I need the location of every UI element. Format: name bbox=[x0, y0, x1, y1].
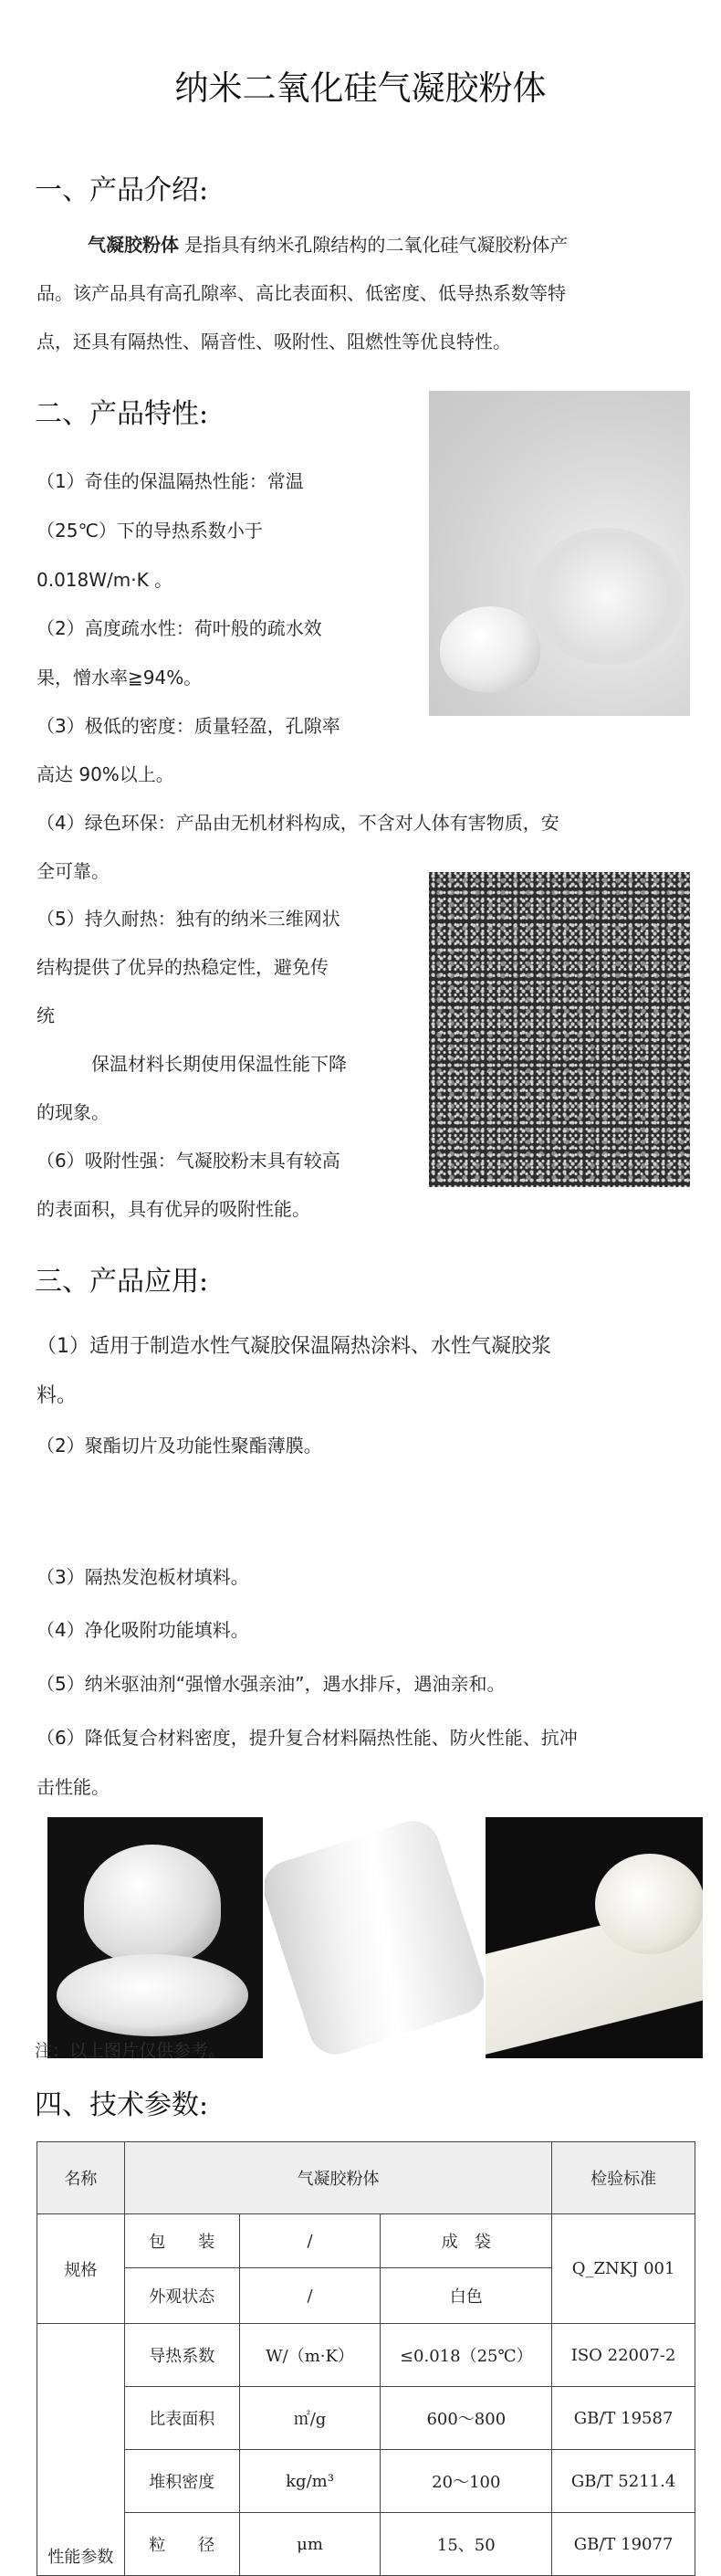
feature-line: （6）吸附性强：气凝胶粉末具有较高 bbox=[37, 1150, 340, 1172]
unit-cell: kg/m³ bbox=[239, 2450, 381, 2513]
application-line: （5）纳米驱油剂“强憎水强亲油”，遇水排斥，遇油亲和。 bbox=[37, 1673, 506, 1695]
feature-line: 的现象。 bbox=[37, 1101, 110, 1123]
feature-line: 果，憎水率≧94%。 bbox=[37, 667, 203, 689]
intro-paragraph-line-2: 品。该产品具有高孔隙率、高比表面积、低密度、低导热系数等特 bbox=[37, 282, 566, 304]
table-row bbox=[37, 2513, 695, 2576]
feature-line: （2）高度疏水性：荷叶般的疏水效 bbox=[37, 617, 322, 639]
value-cell: 成 袋 bbox=[381, 2214, 552, 2268]
value-cell: 600～800 bbox=[381, 2387, 552, 2450]
aerogel-powder-photo bbox=[429, 391, 690, 716]
intro-paragraph-line-1 bbox=[88, 236, 568, 254]
unit-cell: / bbox=[239, 2268, 381, 2324]
application-line: 料。 bbox=[37, 1384, 78, 1407]
feature-line: （1）奇佳的保温隔热性能：常温 bbox=[37, 470, 304, 492]
feature-line: 0.018W/m·K 。 bbox=[37, 569, 173, 591]
unit-cell: / bbox=[239, 2214, 381, 2268]
powder-pile-shape bbox=[529, 528, 684, 665]
section-heading-specs: 四、技术参数: bbox=[35, 2089, 209, 2121]
feature-line: 保温材料长期使用保温性能下降 bbox=[91, 1053, 347, 1075]
feature-line: 高达 90%以上。 bbox=[37, 763, 174, 785]
standard-cell: ISO 22007-2 bbox=[552, 2324, 695, 2387]
table-row bbox=[37, 2387, 695, 2450]
standard-cell: GB/T 19077 bbox=[552, 2513, 695, 2576]
nano-structure-micrograph bbox=[429, 872, 690, 1187]
header-product-cell: 气凝胶粉体 bbox=[124, 2142, 551, 2214]
image-disclaimer-note: 注：以上图片仅供参考。 bbox=[35, 2041, 226, 2061]
unit-cell: ㎡/g bbox=[239, 2387, 381, 2450]
table-row bbox=[37, 2450, 695, 2513]
perf-group-cell: 性能参数 bbox=[37, 2324, 125, 2576]
item-cell: 导热系数 bbox=[124, 2324, 239, 2387]
item-cell: 堆积密度 bbox=[124, 2450, 239, 2513]
standard-cell: GB/T 19587 bbox=[552, 2387, 695, 2450]
section-heading-applications: 三、产品应用: bbox=[35, 1266, 209, 1298]
section-heading-intro: 一、产品介绍: bbox=[35, 174, 209, 206]
slurry-pool-shape bbox=[57, 1954, 248, 2036]
application-line: （1）适用于制造水性气凝胶保温隔热涂料、水性气凝胶浆 bbox=[37, 1335, 551, 1358]
page-title: 纳米二氧化硅气凝胶粉体 bbox=[174, 68, 547, 108]
feature-line: 的表面积，具有优异的吸附性能。 bbox=[37, 1198, 310, 1220]
film-roll-shape bbox=[265, 1817, 484, 2058]
value-cell: 20～100 bbox=[381, 2450, 552, 2513]
intro-line-1-rest: 是指具有纳米孔隙结构的二氧化硅气凝胶粉体产 bbox=[179, 234, 569, 256]
table-row bbox=[37, 2324, 695, 2387]
item-cell: 外观状态 bbox=[124, 2268, 239, 2324]
intro-bold-term: 气凝胶粉体 bbox=[88, 234, 179, 256]
blanket-roll-shape bbox=[595, 1854, 703, 1954]
header-standard-cell: 检验标准 bbox=[552, 2142, 695, 2214]
feature-line: （3）极低的密度：质量轻盈，孔隙率 bbox=[37, 715, 340, 737]
table-row bbox=[37, 2214, 695, 2268]
standard-cell: GB/T 5211.4 bbox=[552, 2450, 695, 2513]
standard-cell: Q_ZNKJ 001 bbox=[552, 2214, 695, 2324]
feature-line: （4）绿色环保：产品由无机材料构成，不含对人体有害物质，安 bbox=[37, 812, 559, 834]
feature-line: （25℃）下的导热系数小于 bbox=[37, 520, 263, 541]
item-cell: 包 装 bbox=[124, 2214, 239, 2268]
value-cell: 白色 bbox=[381, 2268, 552, 2324]
intro-paragraph-line-3: 点，还具有隔热性、隔音性、吸附性、阻燃性等优良特性。 bbox=[37, 331, 511, 352]
application-line: 击性能。 bbox=[37, 1776, 110, 1798]
item-cell: 粒 径 bbox=[124, 2513, 239, 2576]
value-cell: ≤0.018（25℃） bbox=[381, 2324, 552, 2387]
feature-line: 全可靠。 bbox=[37, 860, 110, 882]
value-cell: 15、50 bbox=[381, 2513, 552, 2576]
item-cell: 比表面积 bbox=[124, 2387, 239, 2450]
unit-cell: W/（m·K） bbox=[239, 2324, 381, 2387]
polyester-film-roll-photo bbox=[265, 1817, 484, 2058]
application-line: （3）隔热发泡板材填料。 bbox=[37, 1566, 249, 1588]
insulation-blanket-photo bbox=[486, 1817, 703, 2058]
feature-line: （5）持久耐热：独有的纳米三维网状 bbox=[37, 908, 340, 930]
application-line: （2）聚酯切片及功能性聚酯薄膜。 bbox=[37, 1435, 322, 1456]
spec-group-cell: 规格 bbox=[37, 2214, 125, 2324]
technical-parameters-table bbox=[37, 2141, 695, 2576]
feature-line: 结构提供了优异的热稳定性，避免传 bbox=[37, 956, 329, 978]
coating-slurry-photo bbox=[47, 1817, 263, 2058]
table-header-row bbox=[37, 2142, 695, 2214]
powder-ball-shape bbox=[440, 606, 540, 692]
section-heading-features: 二、产品特性: bbox=[35, 398, 209, 430]
header-name-cell: 名称 bbox=[37, 2142, 125, 2214]
unit-cell: μm bbox=[239, 2513, 381, 2576]
application-line: （6）降低复合材料密度，提升复合材料隔热性能、防火性能、抗冲 bbox=[37, 1727, 578, 1749]
slurry-pour-shape bbox=[84, 1845, 221, 1963]
application-line: （4）净化吸附功能填料。 bbox=[37, 1619, 249, 1641]
feature-line: 统 bbox=[37, 1004, 55, 1026]
